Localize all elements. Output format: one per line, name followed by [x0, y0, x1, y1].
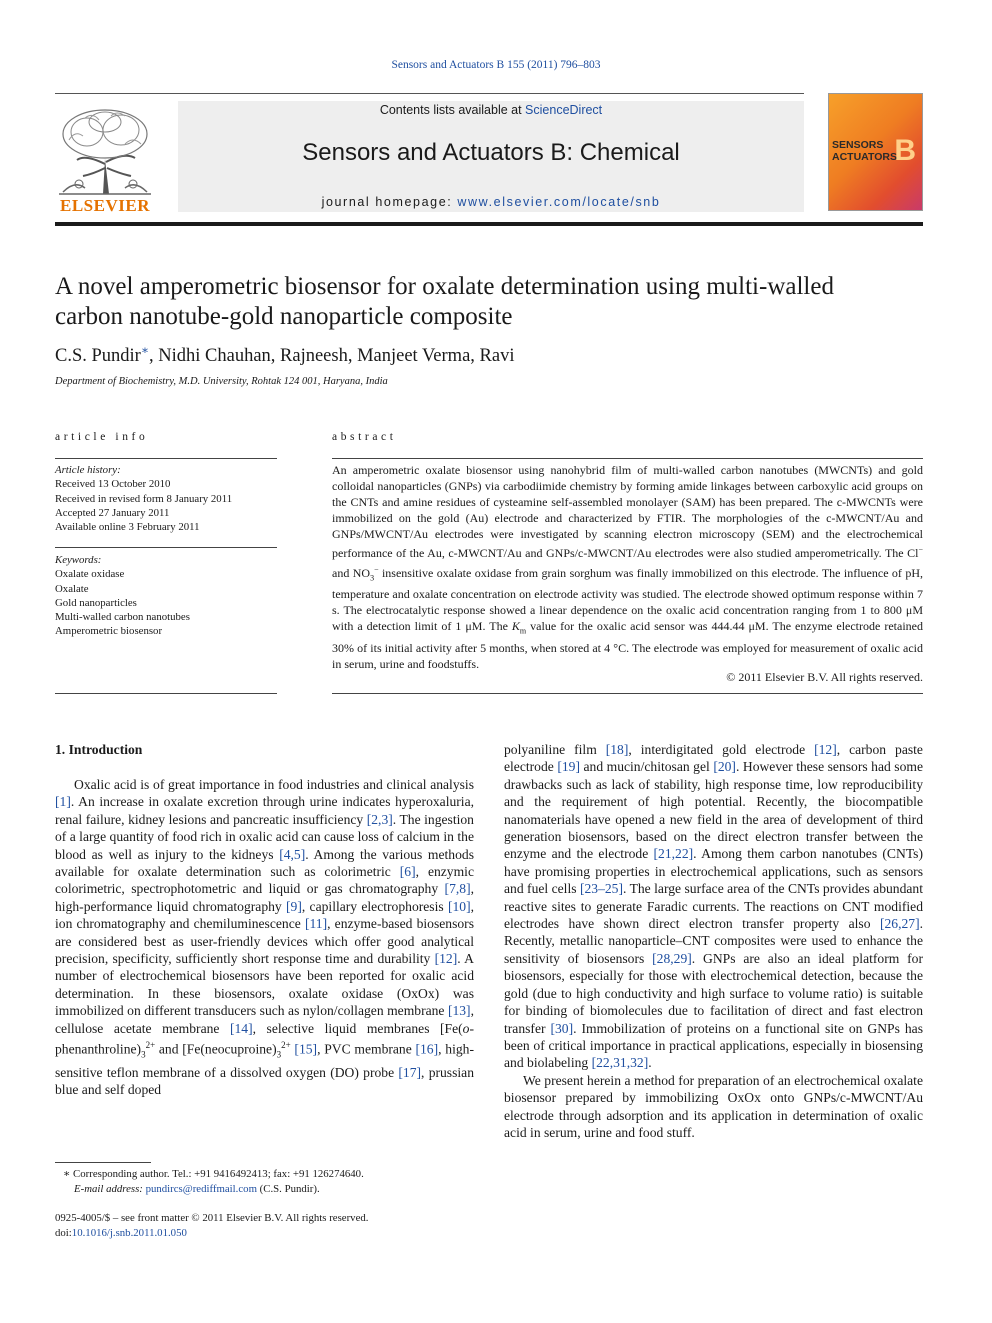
- reference-link[interactable]: [2,3]: [366, 811, 393, 827]
- journal-homepage: [178, 195, 804, 209]
- text: . GNPs are also an ideal platform for biosensors, especially for those with electrochemical detection, because the gold (due to high conductivity and high surface to volume ratio) is suitable for binding of biomolecules due to facilitation of direct and fast electron transfer: [504, 950, 923, 1036]
- title-line-1: A novel amperometric biosensor for oxalate determination using multi-walled: [55, 273, 834, 300]
- reference-link[interactable]: [12]: [814, 742, 837, 757]
- contents-line: [178, 103, 804, 117]
- email-link[interactable]: pundircs@rediffmail.com: [145, 1182, 257, 1195]
- abstract-sup: −: [918, 545, 923, 555]
- abstract-heading: abstract: [332, 431, 397, 443]
- reference-link[interactable]: [13]: [447, 1003, 471, 1019]
- corresponding-author-footnote: [55, 1167, 474, 1196]
- keyword: Oxalate: [55, 582, 89, 595]
- author-list: [55, 343, 514, 367]
- reference-link[interactable]: [20]: [713, 759, 736, 775]
- intro-left-column: [55, 776, 474, 1099]
- email-suffix: (C.S. Pundir).: [256, 1182, 320, 1195]
- abstract-text: [332, 462, 923, 672]
- header-thick-rule: [55, 222, 923, 226]
- abstract-copyright: © 2011 Elsevier B.V. All rights reserved.: [726, 670, 923, 684]
- text: , enzymic colorimetric, spectrophotometric and liquid or gas chromatography: [55, 864, 474, 897]
- reference-link[interactable]: [12]: [434, 951, 458, 967]
- text: Oxalic acid is of great importance in food industries and clinical analysis: [74, 777, 474, 792]
- reference-link[interactable]: [21,22]: [653, 846, 694, 862]
- text: . Immobilization of proteins on a functional site on GNPs has been of critical importance in practical applications, especially in biosensing and biolabeling: [504, 1020, 923, 1071]
- text: , enzyme-based biosensors are considered best as user-friendly devices which offer good analytical precision, specificity, sufficiently short response time and durability: [55, 916, 474, 967]
- text: , interdigitated gold electrode: [628, 742, 815, 757]
- text: , prussian blue and self doped: [55, 1064, 474, 1098]
- text: . The large surface area of the CNTs provides abundant reactive sites to generate Faradic currents. The reactions on CNT modified electrodes have shown direct electron transfer property also: [504, 881, 923, 932]
- text: and [Fe(neocuproine): [155, 1041, 277, 1057]
- footnote-rule: [55, 1162, 151, 1163]
- article-title: [55, 272, 923, 332]
- history-revised: Received in revised form 8 January 2011: [55, 492, 233, 505]
- text: , high-sensitive teflon membrane of a dissolved oxygen (DO) probe: [55, 1041, 474, 1080]
- reference-link[interactable]: [28,29]: [652, 950, 692, 966]
- reference-link[interactable]: [4,5]: [279, 846, 306, 862]
- abstract-part: insensitive oxalate oxidase from grain sorghum was finally immobilized on this electrode. The influence of pH, temperature and oxalate concentration on electrode activity was studied. The electrode showed optimum response within 7 s. The electrocatalytic response showed a linear dependence on the oxalic acid concentration ranging from 1 to 800 μM with a detection limit of 1 μM. The: [332, 565, 923, 634]
- history-accepted: Accepted 27 January 2011: [55, 506, 170, 519]
- journal-cover-thumbnail[interactable]: [828, 93, 923, 211]
- article-history: [55, 463, 277, 534]
- abstract-part: value for the oxalic acid sensor was 444.44 μM. The enzyme electrode retained 30% of its initial activity after 5 months, when stored at 4 °C. The electrode was employed for measurement of oxalic acid in serum, urine and foodstuffs.: [332, 619, 923, 671]
- homepage-prefix: journal homepage:: [321, 195, 458, 209]
- elsevier-wordmark: ELSEVIER: [60, 196, 150, 215]
- text: , carbon paste electrode: [504, 742, 923, 775]
- superscript: 2+: [281, 1040, 291, 1051]
- intro-paragraph-2: We present herein a method for preparation of an electrochemical oxalate biosensor prepared by immobilizing OxOx onto GNPs/c-MWCNT/Au electrode through adsorption and its application in determination of oxalic acid in serum, urine and food stuff.: [504, 1072, 923, 1140]
- reference-link[interactable]: [23–25]: [579, 881, 623, 897]
- keyword: Oxalate oxidase: [55, 568, 125, 581]
- abstract-sub: 3: [370, 572, 375, 582]
- abstract-part: and NO: [332, 565, 371, 580]
- keyword: Gold nanoparticles: [55, 596, 137, 609]
- reference-link[interactable]: [17]: [398, 1064, 422, 1080]
- text: polyaniline film: [504, 742, 606, 757]
- reference-link[interactable]: [14]: [229, 1020, 253, 1036]
- keywords: [55, 553, 277, 639]
- footnote-text: Corresponding author. Tel.: +91 9416492413; fax: +91 126274640.: [70, 1168, 364, 1180]
- reference-link[interactable]: [26,27]: [879, 916, 920, 932]
- subscript: 3: [276, 1049, 282, 1060]
- issn-line: 0925-4005/$ – see front matter © 2011 Elsevier B.V. All rights reserved.: [55, 1212, 369, 1224]
- reference-link[interactable]: [30]: [550, 1020, 574, 1036]
- intro-paragraph-1-cont: [504, 741, 923, 1072]
- reference-link[interactable]: [7,8]: [444, 881, 471, 897]
- keyword: Multi-walled carbon nanotubes: [55, 611, 190, 624]
- affiliation: Department of Biochemistry, M.D. University, Rohtak 124 001, Haryana, India: [55, 376, 388, 387]
- cover-letter: B: [894, 134, 916, 167]
- info-rule-2: [55, 547, 277, 548]
- text: . However these sensors had some drawbacks such as lack of stability, high response time, low reproducibility and the requirement of high potential. Recently, the biocompatible nanomaterials have opened a new field in the area of development of third generation biosensors, based on the direct electron transfer between the enzyme and the electrode: [504, 759, 923, 862]
- info-rule-1: [55, 458, 277, 459]
- article-info-heading: article info: [55, 431, 149, 443]
- text: . Among the various methods available for oxalate determination such as colorimetric: [55, 846, 474, 880]
- history-online: Available online 3 February 2011: [55, 521, 200, 534]
- cover-title: [832, 139, 897, 163]
- reference-link[interactable]: [18]: [605, 742, 629, 757]
- info-rule-3: [55, 693, 277, 694]
- abstract-part: An amperometric oxalate biosensor using nanohybrid film of multi-walled carbon nanotubes (MWCNTs) and gold colloidal nanoparticles (GNPs) via carbodiimide chemistry by forming amide linkages between carboxylic acid groups on the CNTs and amine residues of cysteamine self-assembled monolayer (SAM) has been prepared. The c-MWCNTs were immobilized on the gold (Au) electrode and characterized by FTIR. The morphologies of the c-MWCNT/Au and GNPs/MWCNT/Au electrodes were investigated by scanning electron microscopy (SEM) and the electrochemical performance of the Au, c-MWCNT/Au and GNPs/c-MWCNT/Au electrodes were also studied amperometrically. The Cl: [332, 463, 923, 561]
- sciencedirect-link[interactable]: ScienceDirect: [525, 103, 603, 117]
- km-symbol: K: [511, 619, 520, 634]
- email-label: E-mail address:: [74, 1182, 146, 1195]
- cover-line-2: ACTUATORS: [832, 151, 897, 163]
- superscript: 2+: [145, 1040, 156, 1051]
- reference-link[interactable]: [1]: [55, 794, 71, 810]
- abstract-rule-top: [332, 458, 923, 459]
- footnote-mark: ∗: [63, 1168, 71, 1180]
- text: , ion chromatography and chemiluminescence: [55, 898, 475, 932]
- text: . An increase in oxalate excretion through urine indicates hyperoxaluria, renal failure, kidney lesions and pancreatic insufficiency: [55, 794, 474, 827]
- contents-prefix: Contents lists available at: [379, 103, 526, 117]
- reference-link[interactable]: [22,31,32]: [591, 1055, 649, 1071]
- reference-link[interactable]: [10]: [447, 898, 471, 914]
- text-italic: o: [462, 1020, 470, 1036]
- text: , PVC membrane: [317, 1041, 416, 1057]
- other-authors: , Nidhi Chauhan, Rajneesh, Manjeet Verma, Ravi: [149, 346, 515, 367]
- text: . A number of electrochemical biosensors have been reported for oxalic acid determination. In these biosensors, oxalate oxidase (OxOx) was immobilized on different transducers such as nylon/collagen membrane: [55, 951, 474, 1019]
- cover-line-1: SENSORS: [832, 139, 884, 151]
- text: and mucin/chitosan gel: [579, 759, 714, 775]
- reference-link[interactable]: [16]: [415, 1041, 439, 1057]
- homepage-link[interactable]: www.elsevier.com/locate/snb: [457, 195, 661, 209]
- text: -phenanthroline): [55, 1020, 474, 1057]
- reference-link[interactable]: [15]: [294, 1041, 318, 1057]
- text: , high-performance liquid chromatography: [55, 881, 474, 914]
- front-matter-footnote: [55, 1211, 474, 1240]
- intro-paragraph-1: [55, 776, 474, 1099]
- text: . The ingestion of a large quantity of food rich in oxalic acid can cause loss of calcium in the blood as well as injury to the kidneys: [55, 811, 474, 862]
- text: , capillary electrophoresis: [301, 898, 448, 914]
- text: , cellulose acetate membrane: [55, 1003, 474, 1036]
- intro-right-column: [504, 741, 923, 1141]
- abstract-rule-bottom: [332, 693, 923, 694]
- section-heading-introduction: 1. Introduction: [55, 742, 143, 757]
- title-line-2: carbon nanotube-gold nanoparticle composite: [55, 303, 513, 330]
- text: . Among them carbon nanotubes (CNTs) have promising properties in electrochemical applications, such as sensors and fuel cells: [504, 846, 923, 897]
- author-pundir: C.S. Pundir: [55, 346, 141, 367]
- doi-link[interactable]: 10.1016/j.snb.2011.01.050: [71, 1226, 187, 1239]
- keywords-label: Keywords:: [55, 554, 102, 566]
- text: . Recently, metallic nanoparticle–CNT composites were used to enhance the sensitivity of biosensors: [504, 916, 923, 966]
- journal-name: Sensors and Actuators B: Chemical: [302, 139, 680, 166]
- reference-link[interactable]: [6]: [399, 864, 416, 880]
- journal-citation[interactable]: Sensors and Actuators B 155 (2011) 796–803: [391, 59, 601, 71]
- keyword: Amperometric biosensor: [55, 625, 163, 638]
- text: .: [648, 1055, 652, 1071]
- text: , selective liquid membranes [Fe(: [252, 1020, 463, 1036]
- history-label: Article history:: [55, 464, 121, 476]
- header-rule: [55, 93, 804, 94]
- subscript: 3: [141, 1049, 146, 1060]
- reference-link[interactable]: [19]: [557, 759, 580, 775]
- reference-link[interactable]: [11]: [304, 916, 328, 932]
- abstract-sup: −: [374, 564, 379, 574]
- doi-prefix: doi:: [55, 1226, 72, 1239]
- history-received: Received 13 October 2010: [55, 478, 171, 491]
- corresponding-author-mark[interactable]: ∗: [140, 343, 149, 357]
- km-subscript: m: [519, 626, 527, 636]
- reference-link[interactable]: [9]: [286, 898, 302, 914]
